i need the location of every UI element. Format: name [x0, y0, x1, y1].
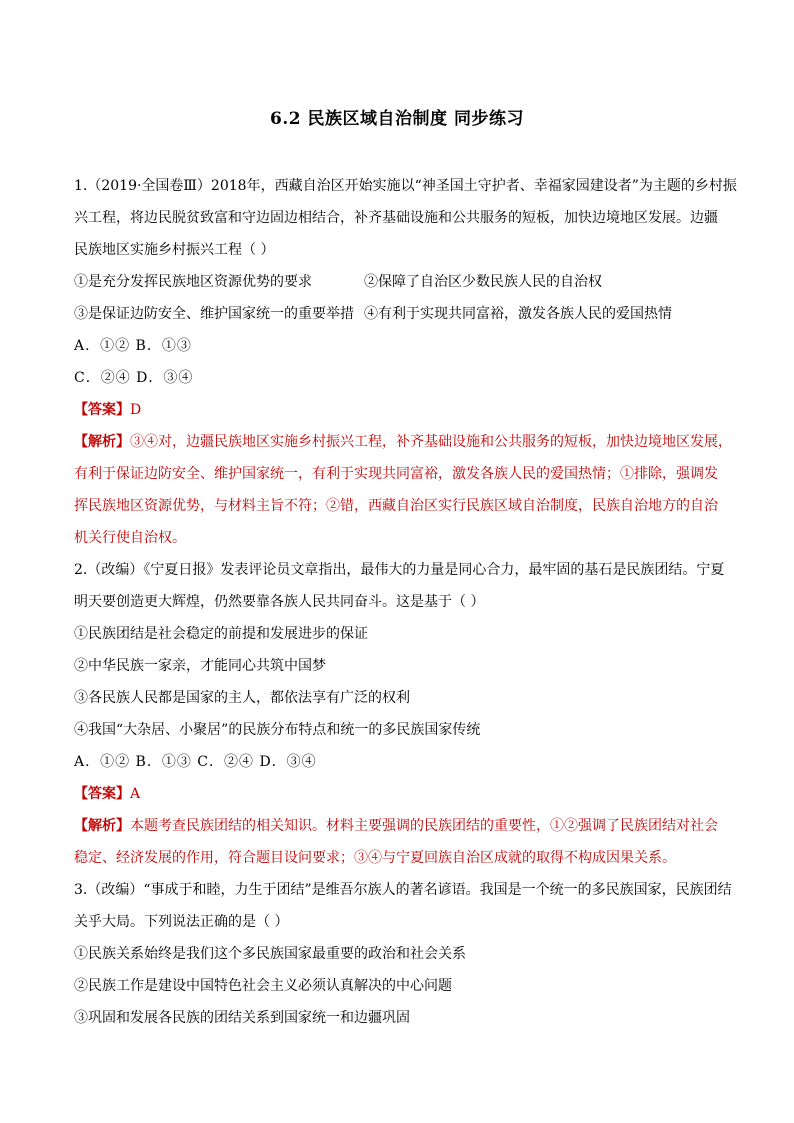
q1-answer-label: 【答案】	[74, 402, 130, 418]
q2-option-1: ①民族团结是社会稳定的前提和发展进步的保证	[74, 626, 368, 642]
q2-answer-label: 【答案】	[74, 786, 130, 802]
q3-option-3: ③巩固和发展各民族的团结关系到国家统一和边疆巩固	[74, 1010, 410, 1026]
q1-answer-value: D	[130, 402, 142, 418]
q2-stem-line-1: 2.（改编）《宁夏日报》发表评论员文章指出，最伟大的力量是同心合力，最牢固的基石是民族团结。宁夏	[74, 562, 725, 578]
q1-choices-cd: C．②④ D．③④	[74, 370, 194, 386]
q2-choices: A．①② B．①③ C．②④ D．③④	[74, 754, 317, 770]
q1-option-2: ②保障了自治区少数民族人民的自治权	[364, 274, 602, 290]
q2-stem-line-2: 明天要创造更大辉煌，仍然要靠各族人民共同奋斗。这是基于（ ）	[74, 594, 485, 610]
q1-answer	[74, 394, 722, 426]
q1-option-1: ①是充分发挥民族地区资源优势的要求	[74, 274, 312, 290]
q1-option-4: ④有利于实现共同富裕，激发各族人民的爱国热情	[364, 306, 672, 322]
q2-option-2: ②中华民族一家亲，才能同心共筑中国梦	[74, 658, 326, 674]
exercise-content	[74, 170, 737, 1034]
q3-option-2: ②民族工作是建设中国特色社会主义必须认真解决的中心问题	[74, 978, 452, 994]
q2-explanation-line-2: 稳定、经济发展的作用，符合题目设问要求；③④与宁夏回族自治区成就的取得不构成因果关系。	[74, 850, 676, 866]
q2-explanation-line-1: 本题考查民族团结的相关知识。材料主要强调的民族团结的重要性，①②强调了民族团结对社会	[130, 818, 718, 834]
q1-explanation-line-1: ③④对，边疆民族地区实施乡村振兴工程，补齐基础设施和公共服务的短板，加快边境地区发展，	[130, 434, 732, 450]
q2-answer-value: A	[130, 786, 141, 802]
q3-stem-line-2: 关乎大局。下列说法正确的是（ ）	[74, 914, 289, 930]
q1-option-3: ③是保证边防安全、维护国家统一的重要举措	[74, 306, 354, 322]
q1-stem-line-1: 1.（2019·全国卷Ⅲ）2018年，西藏自治区开始实施以“神圣国土守护者、幸福家园建设者”为主题的乡村振	[74, 178, 737, 194]
q3-stem-line-1: 3.（改编）“事成于和睦，力生于团结”是维吾尔族人的著名谚语。我国是一个统一的多民族国家，民族团结	[74, 882, 732, 898]
q1-stem-line-3: 民族地区实施乡村振兴工程（ ）	[74, 242, 275, 258]
q1-options-row-2	[74, 298, 722, 330]
q2-explanation	[74, 810, 722, 874]
q1-explanation-line-3: 挥民族地区资源优势，与材料主旨不符；②错，西藏自治区实行民族区域自治制度，民族自治地方的自治	[74, 498, 718, 514]
q3-option-1: ①民族关系始终是我们这个多民族国家最重要的政治和社会关系	[74, 946, 466, 962]
q2-answer	[74, 778, 722, 810]
q2-option-3: ③各民族人民都是国家的主人，都依法享有广泛的权利	[74, 690, 410, 706]
q1-choices-ab: A．①② B．①③	[74, 338, 192, 354]
q2-explanation-label: 【解析】	[74, 818, 130, 834]
q1-explanation-line-2: 有利于保证边防安全、维护国家统一，有利于实现共同富裕，激发各族人民的爱国热情；①排除，强调发	[74, 466, 718, 482]
q2-option-4: ④我国“大杂居、小聚居”的民族分布特点和统一的多民族国家传统	[74, 722, 481, 738]
q1-explanation-label: 【解析】	[74, 434, 130, 450]
page-title: 6.2 民族区域自治制度 同步练习	[270, 109, 524, 129]
q1-explanation	[74, 426, 732, 554]
q1-stem-line-2: 兴工程，将边民脱贫致富和守边固边相结合，补齐基础设施和公共服务的短板，加快边境地区发展。边疆	[74, 210, 718, 226]
q1-explanation-line-4: 机关行使自治权。	[74, 530, 186, 546]
q1-options-row-1	[74, 266, 722, 298]
